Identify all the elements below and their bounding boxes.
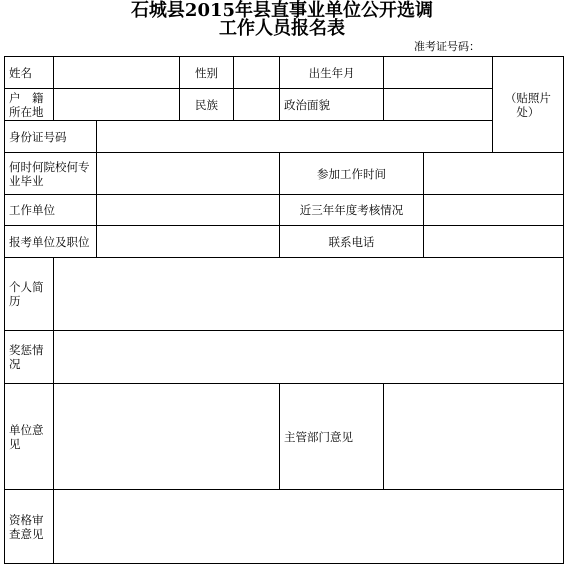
phone-input[interactable] <box>423 226 563 258</box>
id-number-label: 身份证号码 <box>5 121 97 153</box>
registration-form <box>4 56 564 564</box>
row-education <box>5 153 564 195</box>
political-input[interactable] <box>384 89 493 121</box>
ethnicity-label: 民族 <box>179 89 234 121</box>
row-basic-info <box>5 57 564 89</box>
ethnicity-input[interactable] <box>234 89 280 121</box>
phone-label: 联系电话 <box>280 226 424 258</box>
gender-label: 性别 <box>179 57 234 89</box>
gender-input[interactable] <box>234 57 280 89</box>
hukou-label: 户 籍所在地 <box>5 89 54 121</box>
assessment-input[interactable] <box>423 195 563 226</box>
unit-opinion-input[interactable] <box>54 384 280 490</box>
awards-input[interactable] <box>54 331 564 384</box>
row-awards <box>5 331 564 384</box>
id-number-input[interactable] <box>96 121 492 153</box>
hukou-input[interactable] <box>54 89 180 121</box>
birth-input[interactable] <box>384 57 493 89</box>
birth-label: 出生年月 <box>280 57 384 89</box>
awards-label: 奖惩情况 <box>5 331 54 384</box>
row-review <box>5 490 564 564</box>
employer-label: 工作单位 <box>5 195 97 226</box>
row-hukou <box>5 89 564 121</box>
ticket-number-label: 准考证号码： <box>414 40 480 53</box>
form-title-line2: 工作人员报名表 <box>219 18 345 39</box>
row-opinions <box>5 384 564 490</box>
resume-label: 个人简历 <box>5 258 54 331</box>
employer-input[interactable] <box>96 195 279 226</box>
review-input[interactable] <box>54 490 564 564</box>
name-label: 姓名 <box>5 57 54 89</box>
row-id <box>5 121 564 153</box>
work-start-label: 参加工作时间 <box>280 153 424 195</box>
political-label: 政治面貌 <box>280 89 384 121</box>
dept-opinion-input[interactable] <box>384 384 564 490</box>
photo-placeholder: （贴照片处） <box>492 57 563 153</box>
row-position <box>5 226 564 258</box>
school-label: 何时何院校何专业毕业 <box>5 153 97 195</box>
assessment-label: 近三年年度考核情况 <box>280 195 424 226</box>
position-input[interactable] <box>96 226 279 258</box>
row-resume <box>5 258 564 331</box>
resume-input[interactable] <box>54 258 564 331</box>
form-title-line1: 石城县2015年县直事业单位公开选调 <box>130 0 434 21</box>
row-employer <box>5 195 564 226</box>
review-label: 资格审查意见 <box>5 490 54 564</box>
unit-opinion-label: 单位意见 <box>5 384 54 490</box>
dept-opinion-label: 主管部门意见 <box>280 384 384 490</box>
name-input[interactable] <box>54 57 180 89</box>
school-input[interactable] <box>96 153 279 195</box>
position-label: 报考单位及职位 <box>5 226 97 258</box>
work-start-input[interactable] <box>423 153 563 195</box>
